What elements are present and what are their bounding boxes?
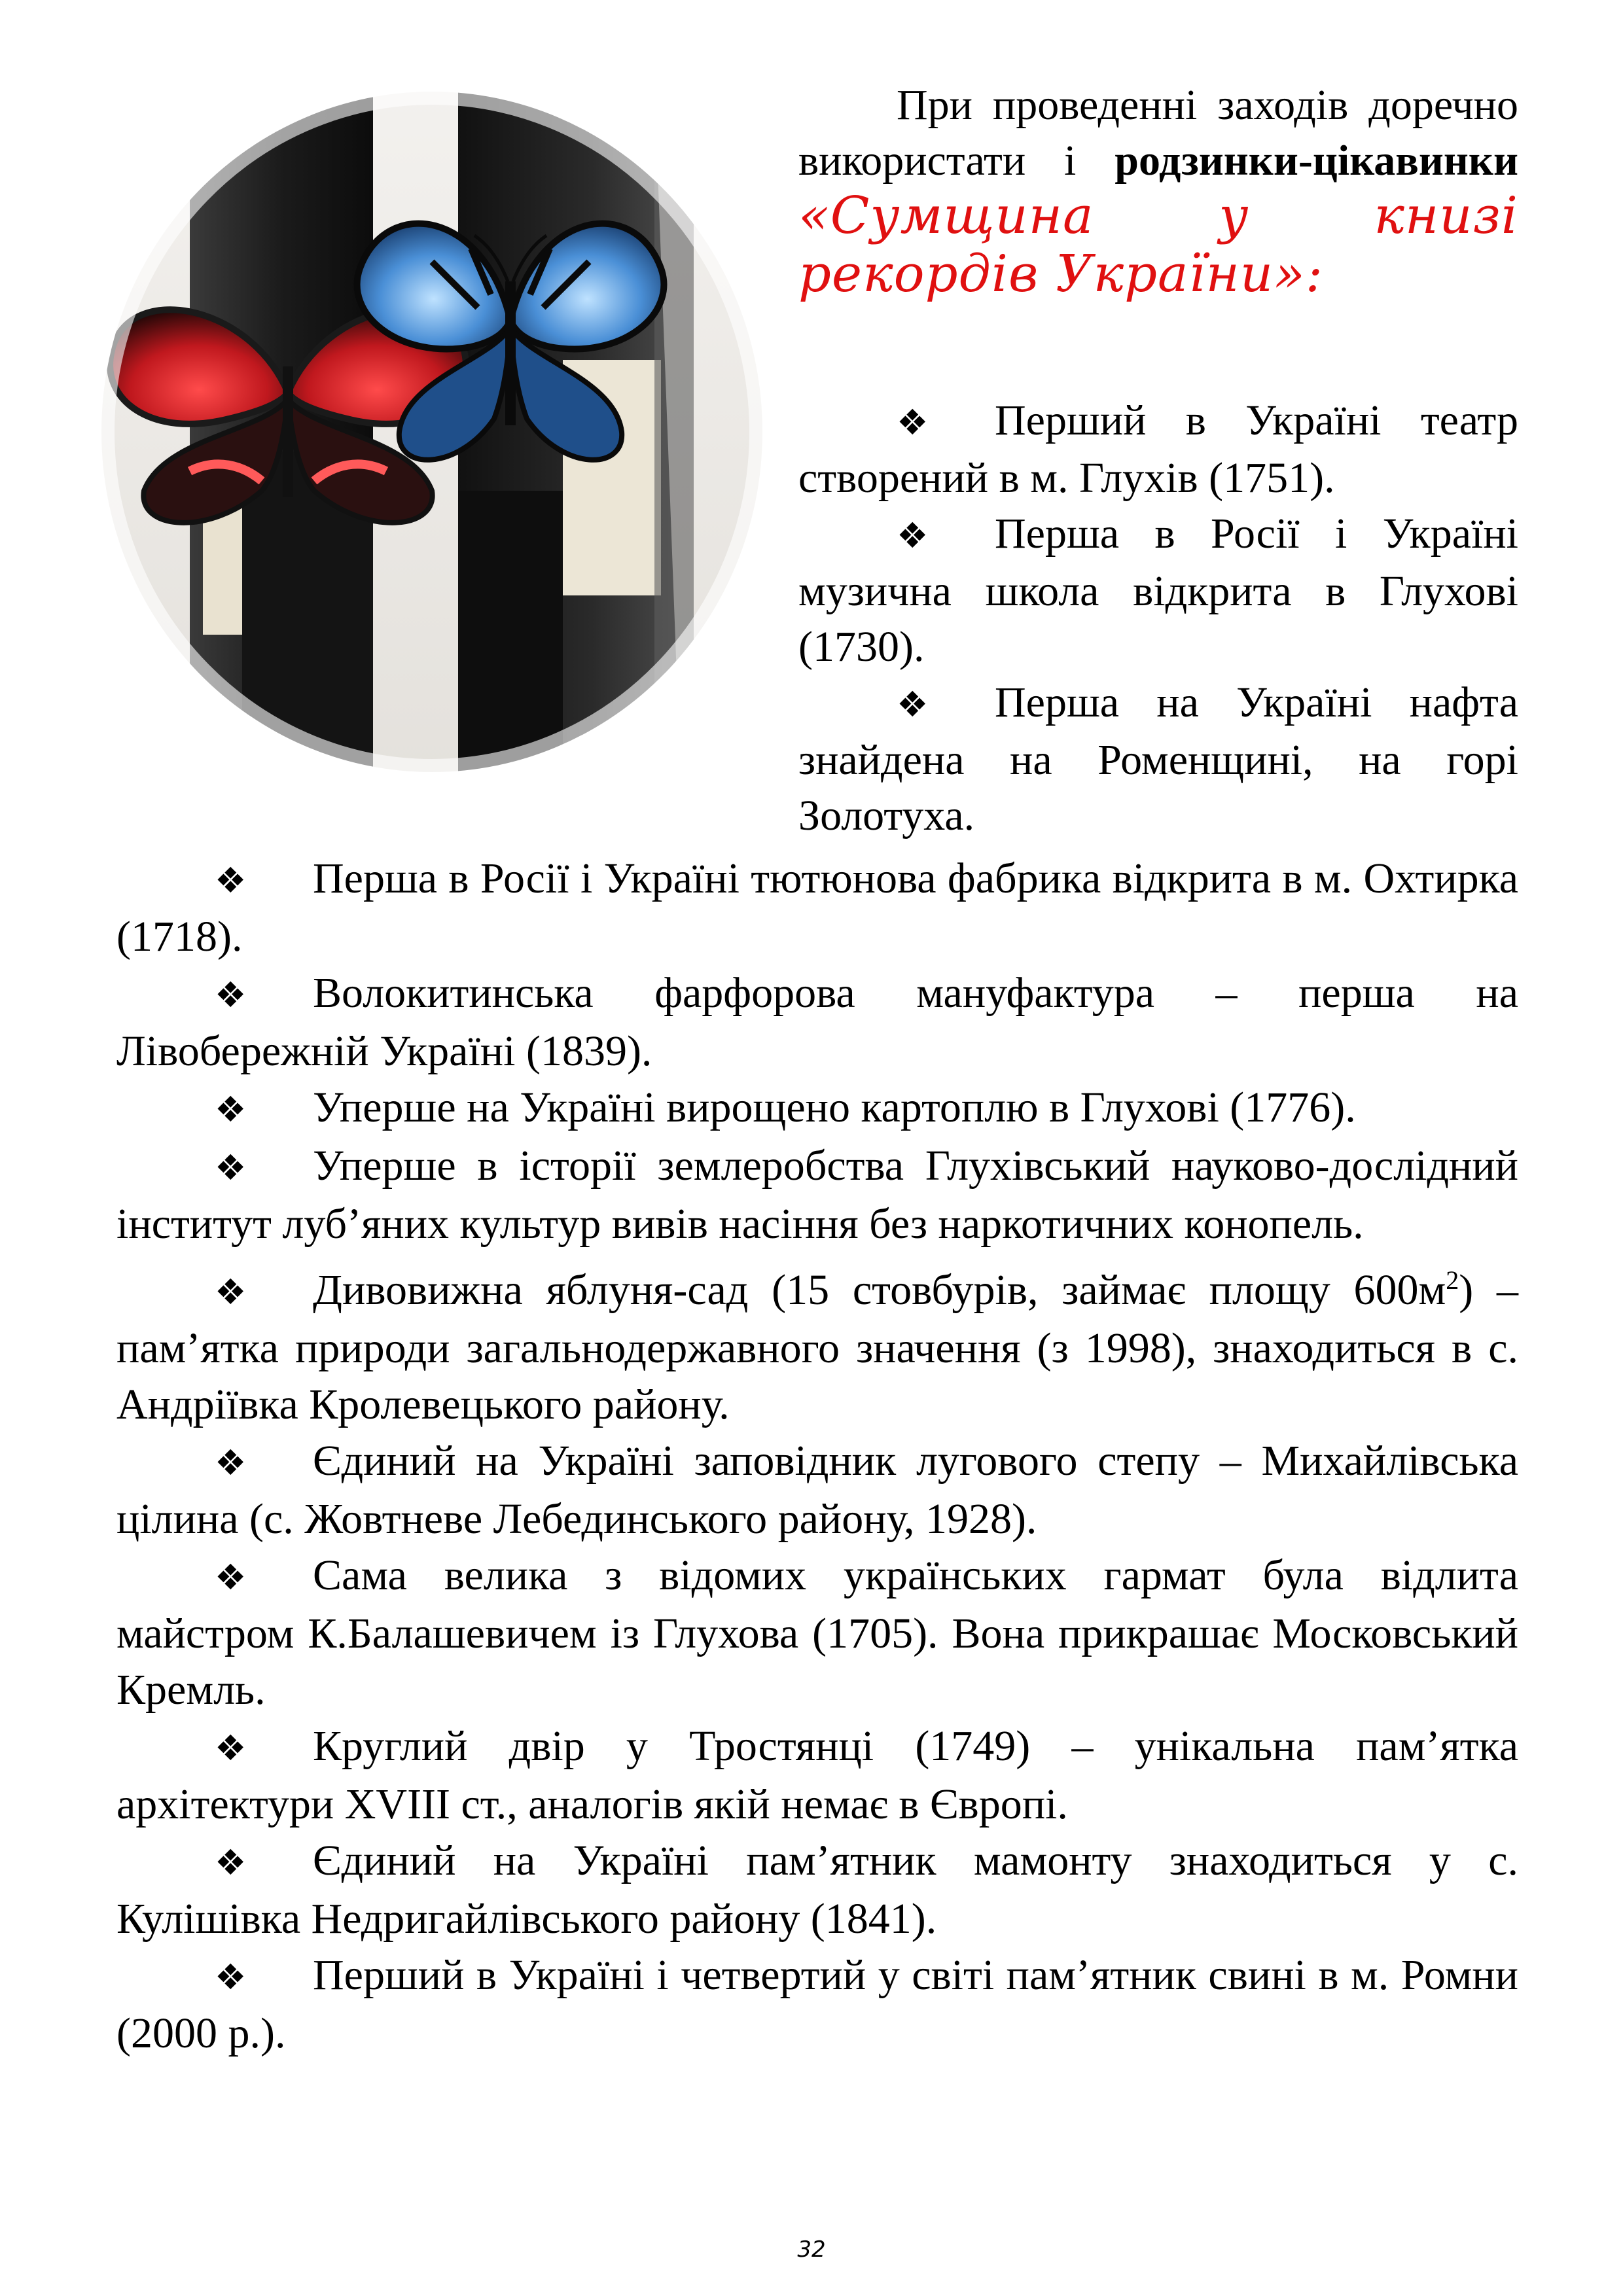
fact-text: Уперше на Україні вирощено картоплю в Глухові (1776).: [313, 1084, 1356, 1131]
top-facts-list: [798, 393, 1518, 843]
list-item: [798, 393, 1518, 506]
bullet-diamond-icon: ❖: [897, 515, 929, 556]
list-item: [116, 1833, 1518, 1947]
fact-text: Єдиний на Україні заповідник лугового степу – Михайлівська цілина (с. Жовтневе Лебединського району, 1928).: [116, 1437, 1518, 1543]
intro-bold-text: родзинки-цікавинки: [1115, 137, 1518, 185]
bullet-diamond-icon: ❖: [215, 1089, 247, 1130]
list-item: [798, 675, 1518, 843]
list-item: [798, 506, 1518, 675]
bullet-diamond-icon: ❖: [215, 1956, 247, 1998]
list-item: [116, 1433, 1518, 1547]
fact-text: Дивовижна яблуня-сад (15 стовбурів, займає площу 600м: [313, 1266, 1446, 1314]
bullet-diamond-icon: ❖: [215, 860, 247, 901]
list-item: [116, 1947, 1518, 2062]
bullet-diamond-icon: ❖: [215, 1842, 247, 1883]
list-item: [116, 965, 1518, 1080]
bullet-diamond-icon: ❖: [215, 1727, 247, 1769]
butterfly-bookmarks-icon: [92, 85, 772, 779]
page-number: 32: [797, 2236, 826, 2263]
fact-text: Перша в Росії і Україні тютюнова фабрика відкрита в м. Охтирка (1718).: [116, 855, 1518, 961]
list-item: [116, 851, 1518, 965]
fact-text: Волокитинська фарфорова мануфактура – перша на Лівобережній Україні (1839).: [116, 969, 1518, 1075]
fact-text: Перший в Україні театр створений в м. Глухів (1751).: [798, 397, 1518, 502]
bullet-diamond-icon: ❖: [215, 1442, 247, 1483]
intro-paragraph: [798, 77, 1518, 305]
list-item: [116, 1547, 1518, 1718]
list-item: [116, 1080, 1518, 1138]
fact-text: ) – пам’ятка природи загальнодержавного значення (з 1998), знаходиться в с. Андріївка Кролевецького району.: [116, 1266, 1518, 1428]
superscript: 2: [1446, 1265, 1459, 1295]
intro-title-decorative: «Сумщина у книзі рекордів України»:: [798, 186, 1518, 304]
bullet-diamond-icon: ❖: [897, 684, 929, 725]
list-item: [116, 1718, 1518, 1833]
fact-text: Круглий двір у Тростянці (1749) – унікальна пам’ятка архітектури XVIII ст., аналогів якій немає в Європі.: [116, 1722, 1518, 1828]
fact-text: Уперше в історії землеробства Глухівський науково-дослідний інститут луб’яних культур вивів насіння без наркотичних конопель.: [116, 1142, 1518, 1248]
fact-text: Перший в Україні і четвертий у світі пам’ятник свині в м. Ромни (2000 р.).: [116, 1951, 1518, 2057]
bullet-diamond-icon: ❖: [215, 1271, 247, 1313]
main-facts-list: [116, 851, 1518, 2062]
bullet-diamond-icon: ❖: [897, 402, 929, 443]
list-item: [116, 1138, 1518, 1252]
fact-text: Перша в Росії і Україні музична школа відкрита в Глухові (1730).: [798, 510, 1518, 671]
intro-text: При проведенні заходів доречно використати і: [798, 81, 1518, 185]
bullet-diamond-icon: ❖: [215, 1557, 247, 1598]
fact-text: Єдиний на Україні пам’ятник мамонту знаходиться у с. Кулішівка Недригайлівського району (1841).: [116, 1837, 1518, 1943]
fact-text: Перша на Україні нафта знайдена на Роменщині, на горі Золотуха.: [798, 679, 1518, 839]
butterfly-bookmarks-image: [92, 85, 772, 779]
fact-text: Сама велика з відомих українських гармат була відлита майстром К.Балашевичем із Глухова (1705). Вона прикрашає Московський Кремль.: [116, 1551, 1518, 1714]
list-item: [116, 1252, 1518, 1433]
bullet-diamond-icon: ❖: [215, 974, 247, 1016]
bullet-diamond-icon: ❖: [215, 1147, 247, 1188]
